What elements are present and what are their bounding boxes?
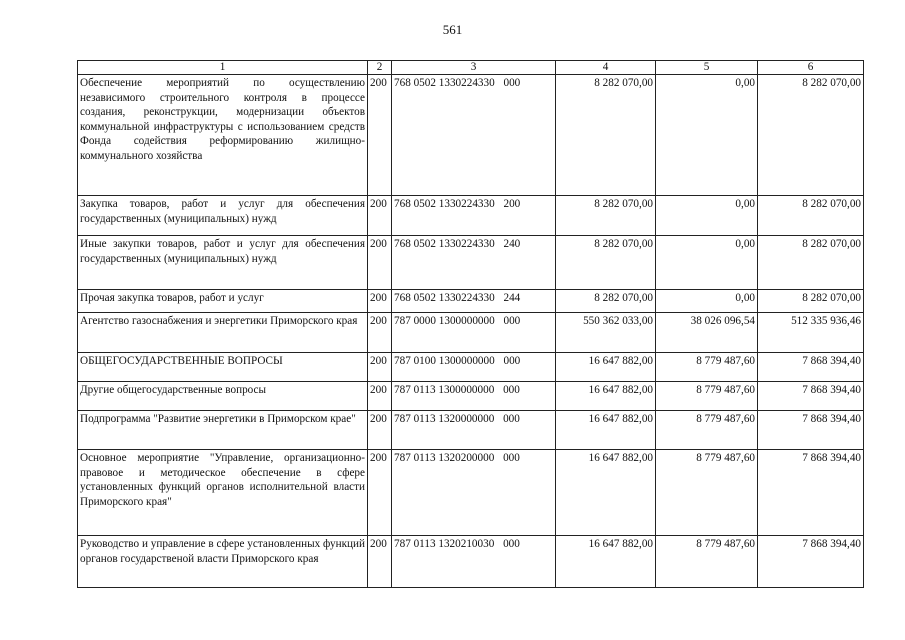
row-code: 200 [368, 75, 392, 196]
table-row [78, 536, 864, 588]
row-section: 0502 [413, 292, 436, 304]
row-type: 000 [503, 77, 521, 89]
row-target: 1300000000 [438, 315, 495, 327]
row-type: 000 [503, 452, 520, 464]
row-name: Иные закупки товаров, работ и услуг для обеспечения государственных (муниципальных) нужд [78, 236, 368, 290]
row-col4: 16 647 882,00 [556, 411, 656, 450]
header-col-1: 1 [78, 61, 368, 75]
row-col4: 8 282 070,00 [556, 236, 656, 290]
row-code: 200 [368, 313, 392, 353]
row-target: 1320210030 [438, 538, 495, 550]
row-col4: 550 362 033,00 [556, 313, 656, 353]
row-col5: 0,00 [656, 196, 758, 236]
table-row [78, 450, 864, 536]
row-type: 240 [503, 238, 521, 250]
header-col-3: 3 [392, 61, 556, 75]
header-row [78, 61, 864, 75]
row-kbk [392, 536, 556, 588]
row-col5: 8 779 487,60 [656, 382, 758, 411]
row-target: 1320200000 [438, 452, 495, 464]
header-col-2: 2 [368, 61, 392, 75]
row-kbk [392, 196, 556, 236]
row-ministry: 787 [394, 315, 411, 327]
table-row [78, 236, 864, 290]
row-ministry: 768 [394, 238, 411, 250]
row-col6: 7 868 394,40 [758, 450, 864, 536]
row-target: 1330224330 [438, 77, 495, 89]
row-kbk [392, 411, 556, 450]
row-col6: 512 335 936,46 [758, 313, 864, 353]
row-col5: 8 779 487,60 [656, 450, 758, 536]
row-section: 0113 [413, 538, 436, 550]
row-col4: 8 282 070,00 [556, 196, 656, 236]
table-row [78, 290, 864, 313]
row-col6: 7 868 394,40 [758, 382, 864, 411]
row-section: 0502 [413, 198, 436, 210]
row-type: 244 [503, 292, 521, 304]
row-code: 200 [368, 411, 392, 450]
row-name: Закупка товаров, работ и услуг для обеспечения государственных (муниципальных) нужд [78, 196, 368, 236]
row-col6: 8 282 070,00 [758, 290, 864, 313]
row-col5: 8 779 487,60 [656, 536, 758, 588]
row-target: 1300000000 [438, 355, 495, 367]
row-col4: 8 282 070,00 [556, 75, 656, 196]
table-row [78, 411, 864, 450]
row-section: 0113 [413, 452, 436, 464]
row-name: Обеспечение мероприятий по осуществлению независимого строительного контроля в процессе создания, реконструкции, модернизации объектов коммунальной инфраструктуры с использованием средств Фонда содействия реформированию жилищно-коммунального хозяйства [78, 75, 368, 196]
row-name: Подпрограмма "Развитие энергетики в Приморском крае" [78, 411, 368, 450]
row-type: 000 [503, 355, 521, 367]
table-row [78, 313, 864, 353]
header-col-4: 4 [556, 61, 656, 75]
row-type: 200 [503, 198, 521, 210]
table-row [78, 75, 864, 196]
row-col6: 8 282 070,00 [758, 75, 864, 196]
row-ministry: 787 [394, 355, 411, 367]
table-row [78, 353, 864, 382]
row-ministry: 768 [394, 198, 411, 210]
row-col4: 16 647 882,00 [556, 382, 656, 411]
row-ministry: 787 [394, 538, 411, 550]
row-section: 0100 [413, 355, 436, 367]
row-kbk [392, 382, 556, 411]
row-col4: 16 647 882,00 [556, 353, 656, 382]
row-code: 200 [368, 536, 392, 588]
row-kbk [392, 353, 556, 382]
row-col4: 8 282 070,00 [556, 290, 656, 313]
row-target: 1330224330 [438, 292, 495, 304]
row-type: 000 [503, 413, 520, 425]
budget-table [77, 60, 864, 588]
row-type: 000 [503, 538, 520, 550]
row-section: 0113 [413, 413, 436, 425]
row-col5: 0,00 [656, 290, 758, 313]
row-col4: 16 647 882,00 [556, 450, 656, 536]
row-target: 1330224330 [438, 238, 495, 250]
row-code: 200 [368, 353, 392, 382]
row-target: 1300000000 [438, 384, 495, 396]
row-target: 1330224330 [438, 198, 495, 210]
row-kbk [392, 313, 556, 353]
row-code: 200 [368, 236, 392, 290]
row-ministry: 768 [394, 292, 411, 304]
row-col5: 38 026 096,54 [656, 313, 758, 353]
row-type: 000 [503, 384, 520, 396]
row-code: 200 [368, 382, 392, 411]
row-ministry: 768 [394, 77, 411, 89]
row-kbk [392, 236, 556, 290]
row-name: Основное мероприятие "Управление, организационно-правовое и методическое обеспечение в сфере установленных функций органов исполнительной власти Приморского края" [78, 450, 368, 536]
table-row [78, 196, 864, 236]
row-section: 0113 [413, 384, 436, 396]
row-section: 0502 [413, 77, 436, 89]
row-col6: 7 868 394,40 [758, 536, 864, 588]
row-col6: 8 282 070,00 [758, 196, 864, 236]
row-col5: 0,00 [656, 236, 758, 290]
row-code: 200 [368, 450, 392, 536]
page-number: 561 [442, 22, 463, 37]
row-col6: 7 868 394,40 [758, 353, 864, 382]
row-col6: 7 868 394,40 [758, 411, 864, 450]
header-col-5: 5 [656, 61, 758, 75]
row-name: ОБЩЕГОСУДАРСТВЕННЫЕ ВОПРОСЫ [78, 353, 368, 382]
row-col6: 8 282 070,00 [758, 236, 864, 290]
row-kbk [392, 450, 556, 536]
row-name: Агентство газоснабжения и энергетики Приморского края [78, 313, 368, 353]
table-row [78, 382, 864, 411]
row-col4: 16 647 882,00 [556, 536, 656, 588]
row-code: 200 [368, 196, 392, 236]
row-col5: 8 779 487,60 [656, 411, 758, 450]
row-section: 0502 [413, 238, 436, 250]
row-ministry: 787 [394, 452, 411, 464]
row-name: Руководство и управление в сфере установленных функций органов государственой власти Приморского края [78, 536, 368, 588]
row-col5: 0,00 [656, 75, 758, 196]
row-ministry: 787 [394, 384, 411, 396]
row-kbk [392, 290, 556, 313]
row-name: Другие общегосударственные вопросы [78, 382, 368, 411]
row-col5: 8 779 487,60 [656, 353, 758, 382]
row-target: 1320000000 [438, 413, 495, 425]
row-name: Прочая закупка товаров, работ и услуг [78, 290, 368, 313]
row-kbk [392, 75, 556, 196]
row-type: 000 [503, 315, 521, 327]
row-section: 0000 [413, 315, 436, 327]
header-col-6: 6 [758, 61, 864, 75]
row-ministry: 787 [394, 413, 411, 425]
row-code: 200 [368, 290, 392, 313]
